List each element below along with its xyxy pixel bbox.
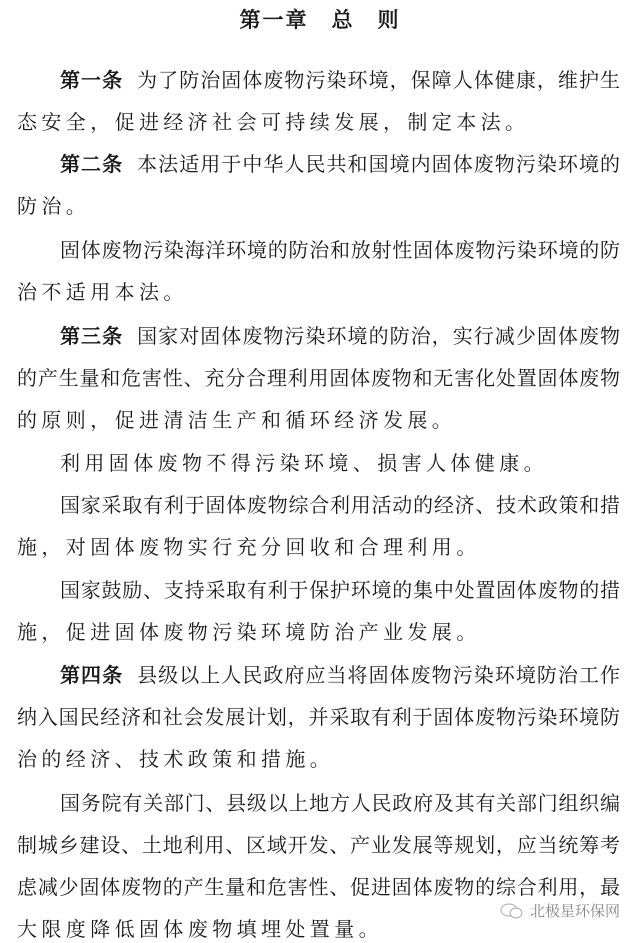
text-line <box>60 236 620 264</box>
wechat-icon <box>500 902 524 920</box>
line-text: 施，对固体废物实行充分回收和合理利用。 <box>17 535 481 559</box>
text-line <box>17 618 620 646</box>
text-line <box>60 491 620 519</box>
line-text: 纳入国民经济和社会发展计划，并采取有利于固体废物污染环境防 <box>17 705 620 729</box>
line-text: 国家鼓励、支持采取有利于保护环境的集中处置固体废物的措 <box>60 578 620 602</box>
line-text: 国家采取有利于固体废物综合利用活动的经济、技术政策和措 <box>60 493 620 517</box>
line-text: 县级以上人民政府应当将固体废物污染环境防治工作 <box>137 663 621 687</box>
text-line <box>17 278 620 306</box>
text-line <box>60 661 620 689</box>
text-line <box>17 192 620 220</box>
text-line <box>60 66 620 94</box>
line-text: 本法适用于中华人民共和国境内固体废物污染环境的 <box>137 152 621 176</box>
line-text: 态安全，促进经济社会可持续发展，制定本法。 <box>17 110 530 134</box>
line-text: 治的经济、技术政策和措施。 <box>17 747 335 771</box>
line-text: 为了防治固体废物污染环境，保障人体健康，维护生 <box>137 68 621 92</box>
text-line <box>17 703 620 731</box>
line-text: 国务院有关部门、县级以上地方人民政府及其有关部门组织编 <box>60 791 620 815</box>
text-line <box>17 533 620 561</box>
line-text: 大限度降低固体废物填埋处置量。 <box>17 917 383 941</box>
text-line <box>60 449 620 477</box>
text-line <box>60 789 620 817</box>
text-line <box>17 873 620 901</box>
line-text: 制城乡建设、土地利用、区域开发、产业发展等规划，应当统筹考 <box>17 833 620 857</box>
line-text: 固体废物污染海洋环境的防治和放射性固体废物污染环境的防 <box>60 238 620 262</box>
line-text: 利用固体废物不得污染环境、损害人体健康。 <box>60 451 548 475</box>
line-text: 治不适用本法。 <box>17 280 188 304</box>
line-text: 的原则，促进清洁生产和循环经济发展。 <box>17 408 457 432</box>
text-line <box>17 406 620 434</box>
text-line <box>60 576 620 604</box>
article-number: 第三条 <box>60 324 124 348</box>
article-number: 第二条 <box>60 152 124 176</box>
article-number: 第一条 <box>60 68 124 92</box>
text-line <box>17 108 620 136</box>
article-number: 第四条 <box>60 663 124 687</box>
watermark <box>500 900 620 921</box>
text-line <box>17 364 620 392</box>
text-line <box>17 745 620 773</box>
chapter-title: 第一章 总 则 <box>239 8 401 32</box>
text-line <box>17 831 620 859</box>
line-text: 的产生量和危害性、充分合理利用固体废物和无害化处置固体废物 <box>17 366 620 390</box>
line-text: 防治。 <box>17 194 91 218</box>
watermark-text: 北极星环保网 <box>530 902 621 920</box>
text-line <box>60 150 620 178</box>
line-text: 施，促进固体废物污染环境防治产业发展。 <box>17 620 481 644</box>
line-text: 国家对固体废物污染环境的防治，实行减少固体废物 <box>137 324 621 348</box>
text-line <box>60 322 620 350</box>
line-text: 虑减少固体废物的产生量和危害性、促进固体废物的综合利用，最 <box>17 875 620 899</box>
